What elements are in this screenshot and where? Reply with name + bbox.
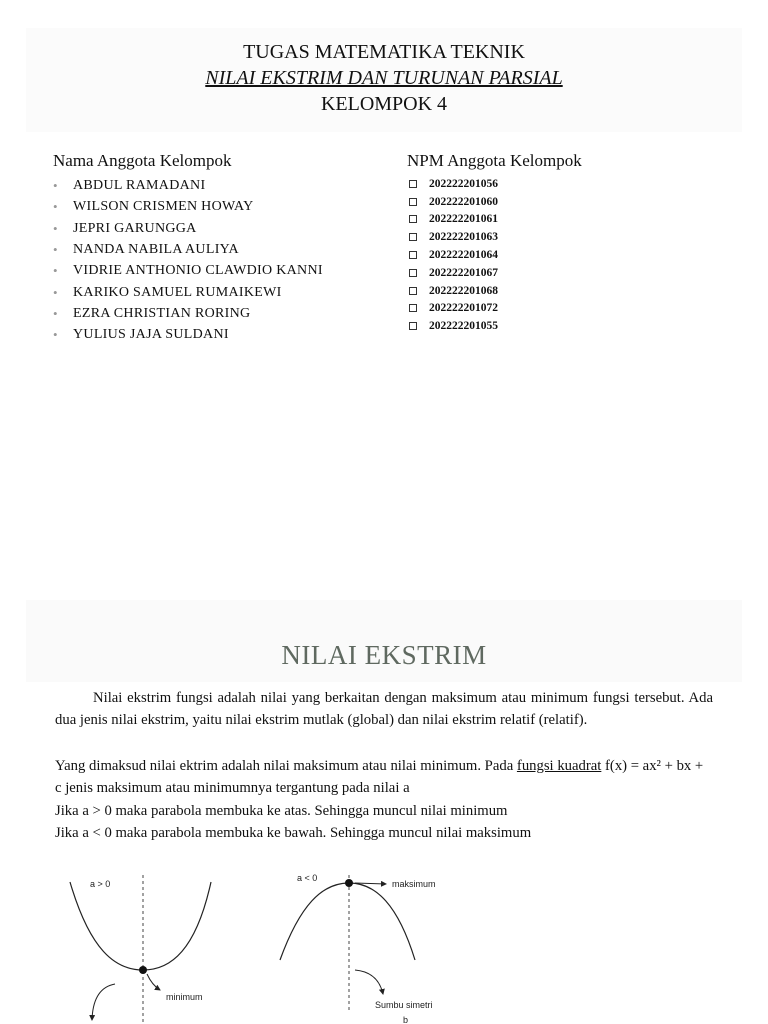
paragraph-quadratic xyxy=(55,755,713,799)
member-name: KARIKO SAMUEL RUMAIKEWI xyxy=(73,284,282,300)
bullet-icon: • xyxy=(53,220,58,236)
paragraph-positive-a: Jika a > 0 maka parabola membuka ke atas. Sehingga muncul nilai minimum xyxy=(55,803,508,819)
paragraph-text: f(x) = ax² + bx + c jenis maksimum atau minimumnya tergantung pada nilai a xyxy=(55,758,704,796)
member-npm: 202222201061 xyxy=(429,213,498,226)
fungsi-kuadrat-link[interactable]: fungsi kuadrat xyxy=(516,758,602,774)
parabola-figure xyxy=(0,860,768,1024)
section-title: NILAI EKSTRIM xyxy=(281,640,487,670)
checkbox-icon xyxy=(409,304,417,312)
symmetry-axis-label: Sumbu simetri xyxy=(375,1000,433,1010)
checkbox-icon xyxy=(409,322,417,330)
minimum-arrow xyxy=(147,974,160,990)
minimum-point xyxy=(139,966,147,974)
list-item xyxy=(53,175,323,196)
list-item xyxy=(53,260,323,281)
list-item xyxy=(407,175,498,193)
member-name: JEPRI GARUNGGA xyxy=(73,220,197,236)
member-name: EZRA CHRISTIAN RORING xyxy=(73,305,251,321)
left-axis-arrow xyxy=(92,984,115,1020)
list-item xyxy=(53,324,323,345)
paragraph-text: Yang dimaksud nilai ektrim adalah nilai maksimum atau nilai minimum. Pada xyxy=(55,758,517,774)
checkbox-icon xyxy=(409,269,417,277)
checkbox-icon xyxy=(409,251,417,259)
list-item xyxy=(53,239,323,260)
bullet-icon: • xyxy=(53,242,58,258)
member-name: VIDRIE ANTHONIO CLAWDIO KANNI xyxy=(73,263,323,279)
bullet-icon: • xyxy=(53,284,58,300)
bullet-icon: • xyxy=(53,178,58,194)
bullet-icon: • xyxy=(53,199,58,215)
title-line-1: TUGAS MATEMATIKA TEKNIK xyxy=(243,41,525,63)
names-heading: Nama Anggota Kelompok xyxy=(53,151,232,170)
checkbox-icon xyxy=(409,233,417,241)
list-item xyxy=(53,281,323,302)
member-npm: 202222201056 xyxy=(429,177,498,190)
bullet-icon: • xyxy=(53,327,58,343)
list-item xyxy=(407,193,498,211)
list-item xyxy=(407,246,498,264)
member-name: ABDUL RAMADANI xyxy=(73,178,206,194)
list-item xyxy=(407,317,498,335)
bullet-icon: • xyxy=(53,305,58,321)
checkbox-icon xyxy=(409,180,417,188)
checkbox-icon xyxy=(409,215,417,223)
paragraph-negative-a: Jika a < 0 maka parabola membuka ke bawah. Sehingga muncul nilai maksimum xyxy=(55,825,532,841)
title-block xyxy=(26,28,742,132)
right-a-label: a < 0 xyxy=(297,873,318,883)
minimum-label: minimum xyxy=(166,992,203,1002)
member-name-list xyxy=(53,175,323,345)
maximum-point xyxy=(345,879,353,887)
checkbox-icon xyxy=(409,198,417,206)
npm-heading: NPM Anggota Kelompok xyxy=(407,151,582,170)
member-npm: 202222201068 xyxy=(429,284,498,297)
member-name: NANDA NABILA AULIYA xyxy=(73,242,239,258)
list-item xyxy=(407,211,498,229)
downward-parabola xyxy=(280,883,415,960)
list-item xyxy=(407,282,498,300)
bullet-icon: • xyxy=(53,263,58,279)
member-npm: 202222201055 xyxy=(429,320,498,333)
member-npm: 202222201060 xyxy=(429,195,498,208)
member-npm: 202222201064 xyxy=(429,249,498,262)
member-npm: 202222201072 xyxy=(429,302,498,315)
title-line-3: KELOMPOK 4 xyxy=(320,93,448,115)
left-a-label: a > 0 xyxy=(90,879,111,889)
list-item xyxy=(53,196,323,217)
list-item xyxy=(407,300,498,318)
paragraph-definition: Nilai ekstrim fungsi adalah nilai yang berkaitan dengan maksimum atau minimum fungsi tersebut. Ada dua jenis nilai ekstrim, yaitu nilai ekstrim mutlak (global) dan nilai ekstrim relatif (relatif). xyxy=(55,690,713,728)
list-item xyxy=(407,264,498,282)
list-item xyxy=(407,228,498,246)
maximum-label: maksimum xyxy=(392,879,436,889)
checkbox-icon xyxy=(409,287,417,295)
member-npm-list xyxy=(407,175,498,335)
list-item xyxy=(53,218,323,239)
member-name: YULIUS JAJA SULDANI xyxy=(73,327,229,343)
list-item xyxy=(53,303,323,324)
figure-caption: b xyxy=(403,1015,409,1024)
member-npm: 202222201067 xyxy=(429,266,498,279)
member-npm: 202222201063 xyxy=(429,231,498,244)
member-name: WILSON CRISMEN HOWAY xyxy=(73,199,254,215)
title-line-2: NILAI EKSTRIM DAN TURUNAN PARSIAL xyxy=(205,67,563,89)
upward-parabola xyxy=(70,882,211,970)
right-axis-arrow xyxy=(355,970,383,994)
